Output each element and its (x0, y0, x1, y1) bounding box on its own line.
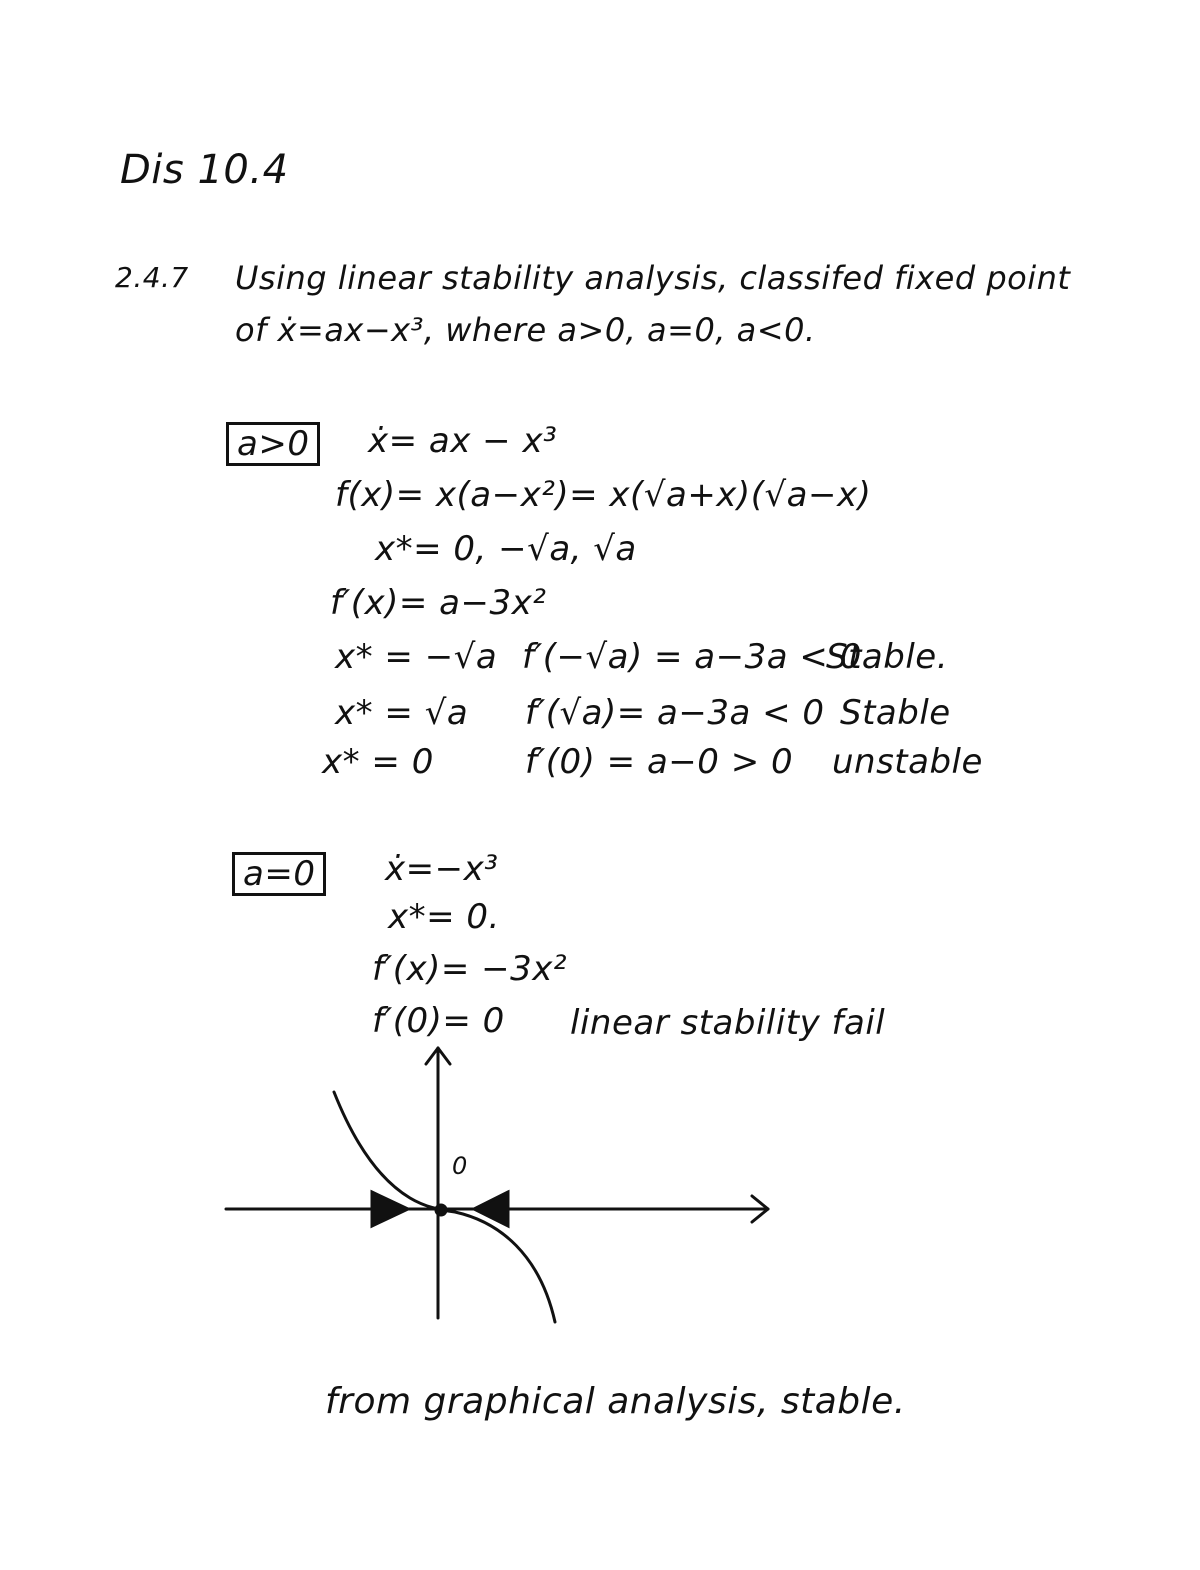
conclusion: from graphical analysis, stable. (325, 1381, 906, 1422)
derivative-at-zero: f′(0)= 0 (372, 1001, 505, 1041)
stability-row-result: Stable (840, 693, 951, 733)
linear-stability-note: linear stability fail (570, 1003, 886, 1043)
factorization: f(x)= x(a−x²)= x(√a+x)(√a−x) (335, 475, 872, 515)
stability-row-point: x* = 0 (322, 742, 434, 782)
page-title: Dis 10.4 (120, 147, 289, 193)
problem-statement-line-2: of ẋ=ax−x³, where a>0, a=0, a<0. (235, 311, 816, 349)
stability-row-calc: f′(0) = a−0 > 0 (525, 742, 794, 782)
stability-row-point: x* = √a (335, 693, 469, 733)
stability-row-result: unstable (832, 742, 983, 782)
stability-row-point: x* = −√a (335, 637, 498, 677)
right-pointing-arrow-icon (372, 1192, 408, 1226)
problem-statement-line-1: Using linear stability analysis, classifed fixed point (235, 259, 1071, 297)
case-box: a>0 (226, 422, 320, 466)
origin-label: 0 (452, 1152, 468, 1180)
derivative-a-eq-0: f′(x)= −3x² (372, 949, 568, 989)
stability-row-calc: f′(−√a) = a−3a < 0 (522, 637, 862, 677)
case-box: a=0 (232, 852, 326, 896)
fixed-point-dot (436, 1205, 446, 1215)
fixed-point-a-eq-0: x*= 0. (388, 897, 500, 937)
stability-row-result: Stable. (826, 637, 949, 677)
problem-number: 2.4.7 (115, 261, 189, 294)
fixed-points: x*= 0, −√a, √a (375, 529, 637, 569)
stability-row-calc: f′(√a)= a−3a < 0 (525, 693, 825, 733)
derivative-a-gt-0: f′(x)= a−3x² (330, 583, 547, 623)
equation-a-gt-0: ẋ= ax − x³ (368, 421, 558, 461)
equation-a-eq-0: ẋ=−x³ (385, 849, 499, 889)
